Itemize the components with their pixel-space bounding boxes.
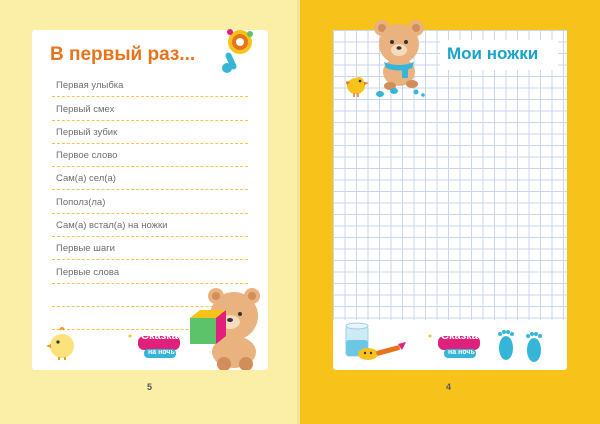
list-item[interactable]: Первые шаги [52,237,248,260]
rattle-icon [216,24,256,74]
logo-main-text: Сказка [141,330,178,342]
list-item[interactable]: Пополз(ла) [52,190,248,213]
right-page-title: Мои ножки [447,44,539,63]
bear-with-scarf-icon [368,18,430,90]
logo-sub-text: на ночь [448,349,475,356]
logo-main-text: Сказка [441,330,478,342]
list-item[interactable]: Первый смех [52,97,248,120]
bear-with-block-icon [190,282,262,370]
list-item[interactable]: Первые слова [52,260,248,283]
left-page-title: В первый раз... [50,44,196,65]
list-item[interactable]: Первое слово [52,144,248,167]
page-number-right: 4 [446,382,452,392]
list-item[interactable]: Первая улыбка [52,74,248,97]
footprints-icon [492,326,552,364]
paint-splash-icon [372,84,428,100]
logo-sub-text: на ночь [148,349,175,356]
chick-icon [46,326,78,360]
list-item[interactable]: Первый зубик [52,121,248,144]
list-item[interactable]: Сам(а) встал(а) на ножки [52,214,248,237]
list-item[interactable]: Сам(а) сел(а) [52,167,248,190]
paintbrush-icon [356,340,406,364]
book-spine [297,0,303,424]
page-number-left: 5 [147,382,153,392]
bird-icon [342,70,370,98]
